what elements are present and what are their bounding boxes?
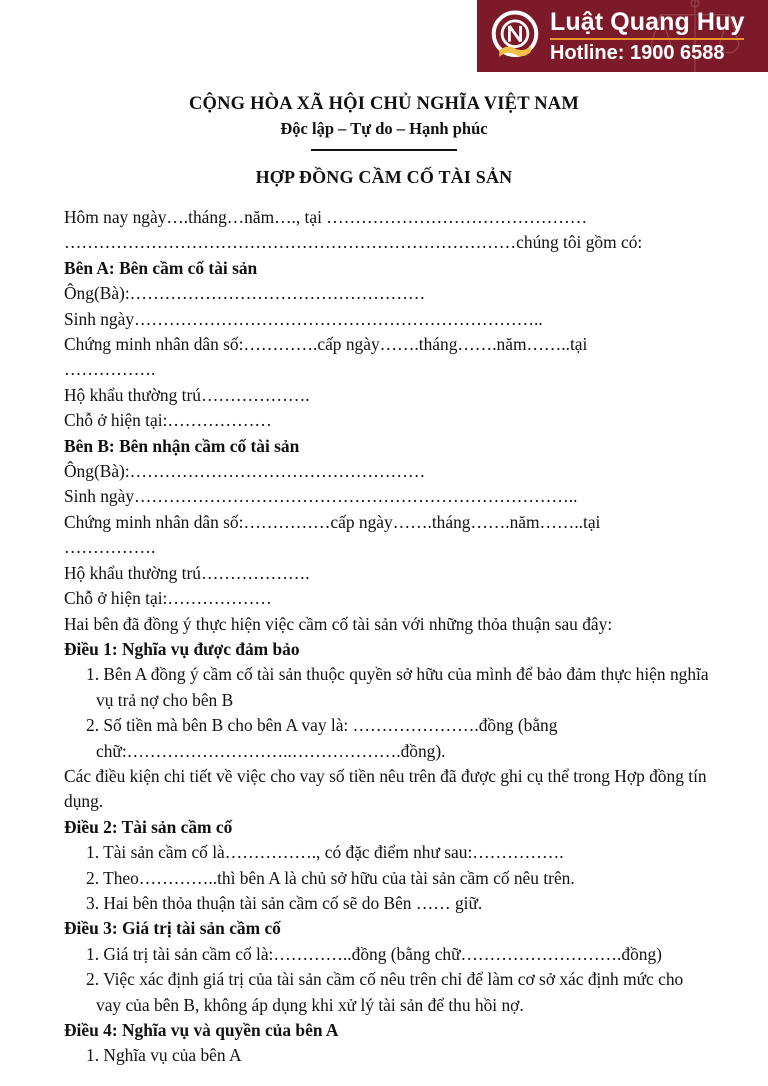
body-line: Chỗ ở hiện tại:……………… — [64, 410, 272, 431]
body-line: 1. Giá trị tài sản cầm cố là:…………..đồng (bằng chữ……………………….đồng) — [86, 943, 662, 964]
brand-hotline: Hotline: 1900 6588 — [550, 41, 725, 64]
document-body — [64, 205, 712, 1069]
body-line: 1. Bên A đồng ý cầm cố tài sản thuộc quyền sở hữu của mình để bảo đảm thực hiện nghĩa vụ trả nợ cho bên B — [86, 664, 713, 710]
brand-name: Luật Quang Huy — [550, 7, 745, 36]
national-motto: Độc lập – Tự do – Hạnh phúc — [280, 119, 488, 138]
body-line: Chỗ ở hiện tại:……………… — [64, 588, 272, 609]
body-line: 2. Số tiền mà bên B cho bên A vay là: ………………….đồng (bằng chữ:………………………..……………….đồng). — [86, 715, 562, 761]
body-line: Các điều kiện chi tiết về việc cho vay số tiền nêu trên đã được ghi cụ thể trong Hợp đồng tín dụng. — [64, 765, 711, 812]
body-line: 1. Nghĩa vụ của bên A — [86, 1045, 242, 1066]
brand-text-block — [550, 9, 744, 64]
section-heading: Bên B: Bên nhận cầm cố tài sản — [64, 435, 300, 456]
body-line: ……………………………………………………………………chúng tôi gồm có: — [64, 232, 643, 253]
body-line: Sinh ngày…………………………………………………………….. — [64, 308, 543, 329]
brand-divider — [550, 38, 744, 40]
body-line: 2. Theo…………..thì bên A là chủ sở hữu của tài sản cầm cố nêu trên. — [86, 867, 575, 888]
contract-title: HỢP ĐỒNG CẦM CỐ TÀI SẢN — [255, 167, 513, 187]
body-line: Hộ khẩu thường trú………………. — [64, 562, 310, 583]
body-line: Hai bên đã đồng ý thực hiện việc cầm cố tài sản với những thỏa thuận sau đây: — [64, 613, 613, 634]
section-heading: Bên A: Bên cầm cố tài sản — [64, 257, 258, 278]
body-line: Ông(Bà):…………………………………………… — [64, 461, 426, 482]
document-header — [0, 92, 768, 189]
body-line: Sinh ngày………………………………………………………………….. — [64, 486, 578, 507]
body-line: 1. Tài sản cầm cố là……………., có đặc điểm như sau:……………. — [86, 842, 564, 863]
section-heading: Điều 2: Tài sản cầm cố — [64, 816, 233, 837]
section-heading: Điều 3: Giá trị tài sản cầm cố — [64, 918, 281, 939]
body-line: Hộ khẩu thường trú………………. — [64, 384, 310, 405]
body-line: ……………. — [64, 537, 156, 558]
body-line: 2. Việc xác định giá trị của tài sản cầm cố nêu trên chỉ để làm cơ sở xác định mức cho vay của bên B, không áp dụng khi xử lý tài sản để thu hồi nợ. — [86, 969, 688, 1015]
section-heading: Điều 1: Nghĩa vụ được đảm bảo — [64, 638, 300, 659]
title-divider — [311, 149, 457, 151]
national-title: CỘNG HÒA XÃ HỘI CHỦ NGHĨA VIỆT NAM — [188, 94, 580, 114]
brand-banner — [477, 0, 768, 72]
body-line: Chứng minh nhân dân số:………….cấp ngày…….tháng…….năm……..tại — [64, 334, 588, 355]
body-line: 3. Hai bên thỏa thuận tài sản cầm cố sẽ do Bên …… giữ. — [86, 892, 483, 913]
section-heading: Điều 4: Nghĩa vụ và quyền của bên A — [64, 1020, 339, 1040]
body-line: Ông(Bà):…………………………………………… — [64, 283, 426, 304]
logo-icon — [487, 8, 543, 64]
body-line: Chứng minh nhân dân số:……………cấp ngày…….tháng…….năm……..tại — [64, 511, 601, 532]
banner-content — [477, 0, 768, 72]
body-line: Hôm nay ngày….tháng…năm…., tại ……………………………………… — [64, 207, 588, 227]
body-line: ……………. — [64, 359, 156, 380]
